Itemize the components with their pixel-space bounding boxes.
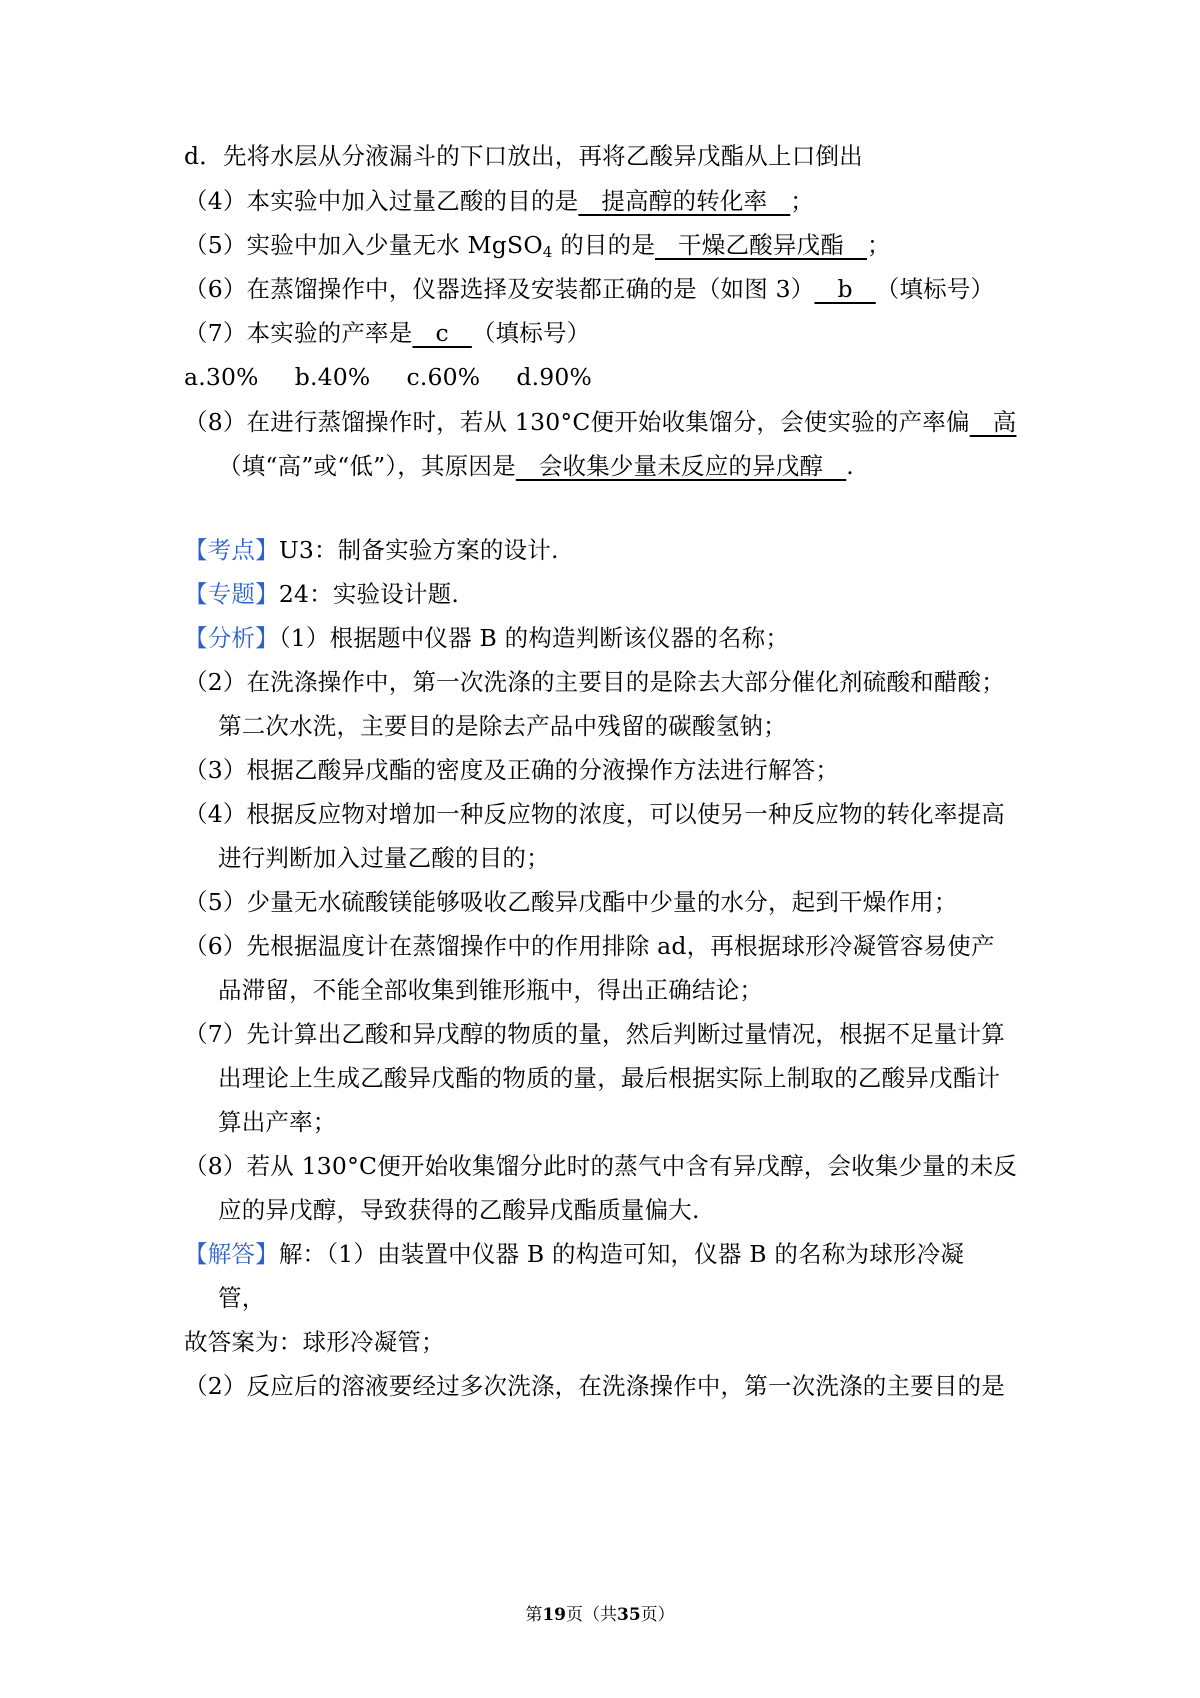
q7-answer: c: [412, 319, 472, 347]
q8-line-2: [218, 451, 854, 481]
q5-subscript: 4: [542, 243, 553, 261]
jieda-line-2: 管，: [218, 1284, 266, 1312]
fenxi-line-5: （4）根据反应物对增加一种反应物的浓度，可以使另一种反应物的转化率提高: [184, 800, 1005, 828]
q8-line2-prefix: （填“高”或“低”），其原因是: [218, 452, 516, 480]
q7-options: [184, 362, 628, 392]
jieda-line-3: 故答案为：球形冷凝管；: [184, 1328, 445, 1356]
q8-line2-suffix: .: [846, 452, 854, 480]
fenxi-line-9: 品滞留，不能全部收集到锥形瓶中，得出正确结论；: [218, 976, 764, 1004]
q3-option-d: d．先将水层从分液漏斗的下口放出，再将乙酸异戊酯从上口倒出: [184, 142, 863, 170]
footer-middle: 页（共: [566, 1605, 617, 1625]
kaodian-line: [184, 535, 559, 565]
fenxi-line-8: （6）先根据温度计在蒸馏操作中的作用排除 ad，再根据球形冷凝管容易使产: [184, 932, 995, 960]
zhuanti-text: 24：实验设计题.: [278, 580, 459, 608]
fenxi-line-13: （8）若从 130°C便开始收集馏分此时的蒸气中含有异戊醇，会收集少量的未反: [184, 1152, 1018, 1180]
kaodian-tag: 【考点】: [184, 536, 279, 564]
q7-option-b: b.40%: [294, 363, 371, 391]
jieda-tag: 【解答】: [184, 1240, 279, 1268]
jieda-line-4: （2）反应后的溶液要经过多次洗涤，在洗涤操作中，第一次洗涤的主要目的是: [184, 1372, 1005, 1400]
fenxi-line-14: 应的异戊醇，导致获得的乙酸异戊酯质量偏大.: [218, 1196, 700, 1224]
q4-answer: 提高醇的转化率: [578, 187, 791, 215]
q6-line: [184, 274, 994, 304]
fenxi-line-3: 第二次水洗，主要目的是除去产品中残留的碳酸氢钠；: [218, 712, 787, 740]
q7-suffix: （填标号）: [471, 319, 591, 347]
q8-prefix: （8）在进行蒸馏操作时，若从 130°C便开始收集馏分，会使实验的产率偏: [184, 408, 970, 436]
q7-option-a: a.30%: [184, 363, 259, 391]
page-footer: [0, 1604, 1200, 1626]
zhuanti-line: [184, 579, 459, 609]
kaodian-text: U3：制备实验方案的设计.: [278, 536, 559, 564]
q5-answer: 干燥乙酸异戊酯: [655, 231, 867, 259]
q4-suffix: ；: [790, 187, 814, 215]
fenxi-line-11: 出理论上生成乙酸异戊酯的物质的量，最后根据实际上制取的乙酸异戊酯计: [218, 1064, 1001, 1092]
footer-total-pages: 35: [617, 1605, 641, 1625]
q7-option-c: c.60%: [406, 363, 481, 391]
q7-prefix: （7）本实验的产率是: [184, 319, 413, 347]
fenxi-line-2: （2）在洗涤操作中，第一次洗涤的主要目的是除去大部分催化剂硫酸和醋酸；: [184, 668, 1005, 696]
q8-answer-2: 会收集少量未反应的异戊醇: [515, 452, 847, 480]
q5-prefix-b: 的目的是: [552, 231, 656, 259]
q5-line: [184, 230, 891, 260]
q6-answer: b: [814, 275, 876, 303]
fenxi-line-1: [184, 623, 789, 653]
jieda-text: 解：（1）由装置中仪器 B 的构造可知，仪器 B 的名称为球形冷凝: [278, 1240, 965, 1268]
q4-line: [184, 186, 814, 216]
q6-suffix: （填标号）: [875, 275, 995, 303]
zhuanti-tag: 【专题】: [184, 580, 279, 608]
footer-prefix: 第: [525, 1605, 543, 1625]
fenxi-text: （1）根据题中仪器 B 的构造判断该仪器的名称；: [278, 624, 790, 652]
q7-line: [184, 318, 590, 348]
q5-prefix: （5）实验中加入少量无水 MgSO: [184, 231, 543, 259]
footer-page-number: 19: [542, 1605, 566, 1625]
fenxi-tag: 【分析】: [184, 624, 279, 652]
q6-prefix: （6）在蒸馏操作中，仪器选择及安装都正确的是（如图 3）: [184, 275, 815, 303]
fenxi-line-4: （3）根据乙酸异戊酯的密度及正确的分液操作方法进行解答；: [184, 756, 840, 784]
q8-line-1: [184, 407, 1016, 437]
q5-suffix: ；: [866, 231, 891, 259]
q8-answer-1: 高: [969, 408, 1017, 436]
fenxi-line-6: 进行判断加入过量乙酸的目的；: [218, 844, 550, 872]
jieda-line-1: [184, 1239, 964, 1269]
q4-prefix: （4）本实验中加入过量乙酸的目的是: [184, 187, 579, 215]
fenxi-line-10: （7）先计算出乙酸和异戊醇的物质的量，然后判断过量情况，根据不足量计算: [184, 1020, 1005, 1048]
q7-option-d: d.90%: [516, 363, 593, 391]
fenxi-line-12: 算出产率；: [218, 1108, 337, 1136]
footer-suffix: 页）: [640, 1605, 675, 1625]
fenxi-line-7: （5）少量无水硫酸镁能够吸收乙酸异戊酯中少量的水分，起到干燥作用；: [184, 888, 958, 916]
